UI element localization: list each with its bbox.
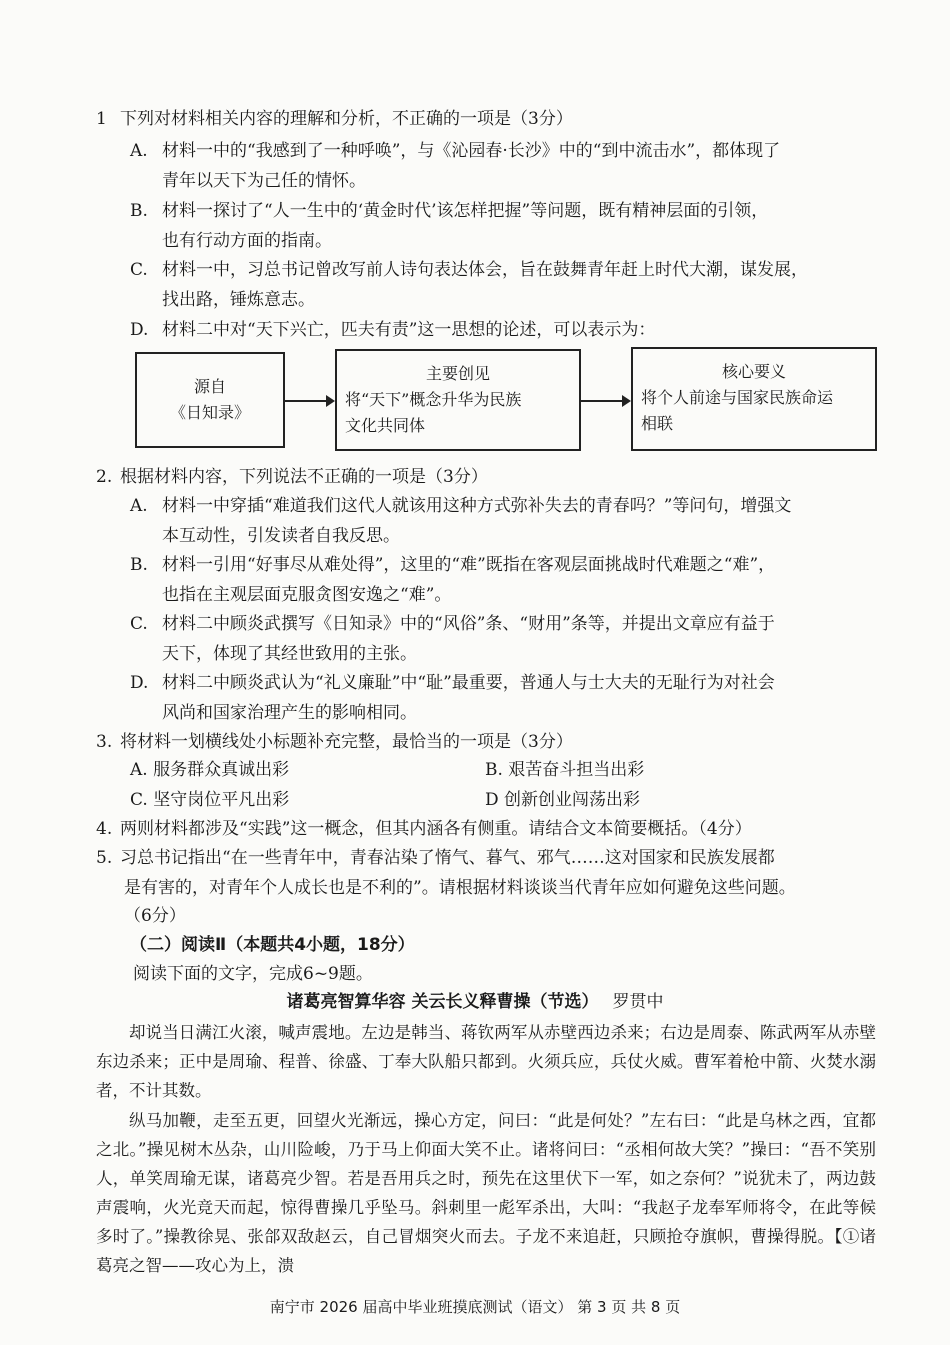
q2-option-a xyxy=(130,491,874,551)
q3-option-a: A. 服务群众真诚出彩 xyxy=(130,760,290,780)
diagram-box-core xyxy=(631,347,877,451)
question-text: 根据材料内容，下列说法不正确的一项是（3分） xyxy=(120,467,488,487)
option-text: 材料一中的“我感到了一种呼唤”，与《沁园春·长沙》中的“到中流击水”，都体现了 xyxy=(162,141,781,161)
option-text: 天下，体现了其经世致用的主张。 xyxy=(162,644,417,664)
q2-option-d xyxy=(130,668,874,728)
option-letter: D. xyxy=(130,673,149,693)
question-4-stem xyxy=(96,817,752,841)
diagram-box-source xyxy=(135,352,285,448)
option-text: 找出路，锤炼意志。 xyxy=(162,290,315,310)
question-1-stem xyxy=(96,107,573,131)
passage-author: 罗贯中 xyxy=(612,992,664,1012)
option-text: 材料二中顾炎武撰写《日知录》中的“风俗”条、“财用”条等，并提出文章应有益于 xyxy=(162,614,775,634)
question-text: 习总书记指出“在一些青年中，青春沾染了惰气、暮气、邪气……这对国家和民族发展都 xyxy=(120,848,775,868)
option-letter: A. xyxy=(130,496,148,516)
box-heading: 核心要义 xyxy=(721,362,786,381)
option-text: 材料二中顾炎武认为“礼义廉耻”中“耻”最重要，普通人与士大夫的无耻行为对社会 xyxy=(162,673,775,693)
option-letter: A. xyxy=(130,141,148,161)
question-number: 4. xyxy=(96,819,113,839)
question-text: 将材料一划横线处小标题补充完整，最恰当的一项是（3分） xyxy=(120,732,573,752)
option-letter: B. xyxy=(130,555,148,575)
passage-paragraph-1: 却说当日满江火滚，喊声震地。左边是韩当、蒋钦两军从赤壁西边杀来；右边是周泰、陈武两军从赤壁东边杀来；正中是周瑜、程普、徐盛、丁奉大队船只都到。火须兵应，兵仗火威。曹军着枪中箭、火焚水溺者，不计其数。 xyxy=(96,1023,876,1100)
question-5-line-2: 是有害的，对青年个人成长也是不利的”。请根据材料谈谈当代青年应如何避免这些问题。 xyxy=(124,878,796,898)
q3-option-d: D 创新创业闯荡出彩 xyxy=(485,790,641,810)
option-text: 材料一中穿插“难道我们这代人就该用这种方式弥补失去的青春吗？”等问句，增强文 xyxy=(162,496,792,516)
question-3-stem xyxy=(96,730,573,754)
q1-option-d xyxy=(130,315,874,345)
diagram-box-innovation xyxy=(335,349,581,451)
box-line: 将“天下”概念升华为民族 xyxy=(345,390,522,409)
passage-paragraph-2: 纵马加鞭，走至五更，回望火光渐远，操心方定，问曰：“此是何处？”左右曰：“此是乌林之西，宜都之北。”操见树木丛杂，山川险峻，乃于马上仰面大笑不止。诸将问曰：“丞相何故大笑？”操曰：“吾不笑别人，单笑周瑜无谋，诸葛亮少智。若是吾用兵之时，预先在这里伏下一军，如之奈何？”说犹未了，两边鼓声震响，火光竞天而起，惊得曹操几乎坠马。斜刺里一彪军杀出，大叫：“我赵子龙奉军师将令，在此等候多时了。”操教徐晃、张郃双敌赵云，自己冒烟突火而去。子龙不来追赶，只顾抢夺旗帜，曹操得脱。【①诸葛亮之智——攻心为上，溃 xyxy=(96,1111,876,1275)
option-text: 也指在主观层面克服贪图安逸之“难”。 xyxy=(162,585,452,605)
q2-option-c xyxy=(130,609,874,669)
box-line: 将个人前途与国家民族命运 xyxy=(641,388,834,407)
option-text: 材料二中对“天下兴亡，匹夫有责”这一思想的论述，可以表示为： xyxy=(162,320,656,340)
option-text: 也有行动方面的指南。 xyxy=(162,231,332,251)
question-2-stem xyxy=(96,465,488,489)
q3-option-c: C. 坚守岗位平凡出彩 xyxy=(130,790,290,810)
option-letter: C. xyxy=(130,614,148,634)
question-number: 1 xyxy=(96,109,107,129)
page-footer: 南宁市 2026 届高中毕业班摸底测试（语文） 第 3 页 共 8 页 xyxy=(269,1298,681,1316)
q1-option-a xyxy=(130,136,874,196)
option-text: 材料一中，习总书记曾改写前人诗句表达体会，旨在鼓舞青年赶上时代大潮，谋发展， xyxy=(162,260,808,280)
option-text: 风尚和国家治理产生的影响相同。 xyxy=(162,703,417,723)
question-text: 下列对材料相关内容的理解和分析，不正确的一项是（3分） xyxy=(120,109,573,129)
arrow-1 xyxy=(285,400,333,402)
box-line: 源自 xyxy=(193,377,226,396)
option-text: 青年以天下为己任的情怀。 xyxy=(162,171,366,191)
section-heading: （二）阅读Ⅱ（本题共4小题，18分） xyxy=(130,935,415,955)
q1-option-b xyxy=(130,196,874,256)
option-letter: C. xyxy=(130,260,148,280)
box-heading: 主要创见 xyxy=(425,364,490,383)
option-text: 材料一探讨了“人一生中的‘黄金时代’该怎样把握”等问题，既有精神层面的引领， xyxy=(162,201,769,221)
option-text: 本互动性，引发读者自我反思。 xyxy=(162,526,400,546)
question-5-line-3: （6分） xyxy=(124,906,186,926)
section-instruction: 阅读下面的文字，完成6~9题。 xyxy=(133,964,373,984)
question-5-stem xyxy=(96,846,775,870)
question-number: 5. xyxy=(96,848,113,868)
question-number: 2. xyxy=(96,467,113,487)
box-line: 文化共同体 xyxy=(345,416,426,435)
q1-option-c xyxy=(130,255,874,315)
question-number: 3. xyxy=(96,732,113,752)
passage-title xyxy=(0,988,950,1016)
arrow-2 xyxy=(581,400,629,402)
question-text: 两则材料都涉及“实践”这一概念，但其内涵各有侧重。请结合文本简要概括。（4分） xyxy=(120,819,752,839)
box-line: 相联 xyxy=(641,414,674,433)
q2-option-b xyxy=(130,550,874,610)
option-letter: D. xyxy=(130,320,149,340)
box-line: 《日知录》 xyxy=(169,403,250,422)
q3-option-b: B. 艰苦奋斗担当出彩 xyxy=(485,760,645,780)
passage-title-text: 诸葛亮智算华容 关云长义释曹操（节选） xyxy=(286,992,599,1012)
option-letter: B. xyxy=(130,201,148,221)
option-text: 材料一引用“好事尽从难处得”，这里的“难”既指在客观层面挑战时代难题之“难”， xyxy=(162,555,776,575)
